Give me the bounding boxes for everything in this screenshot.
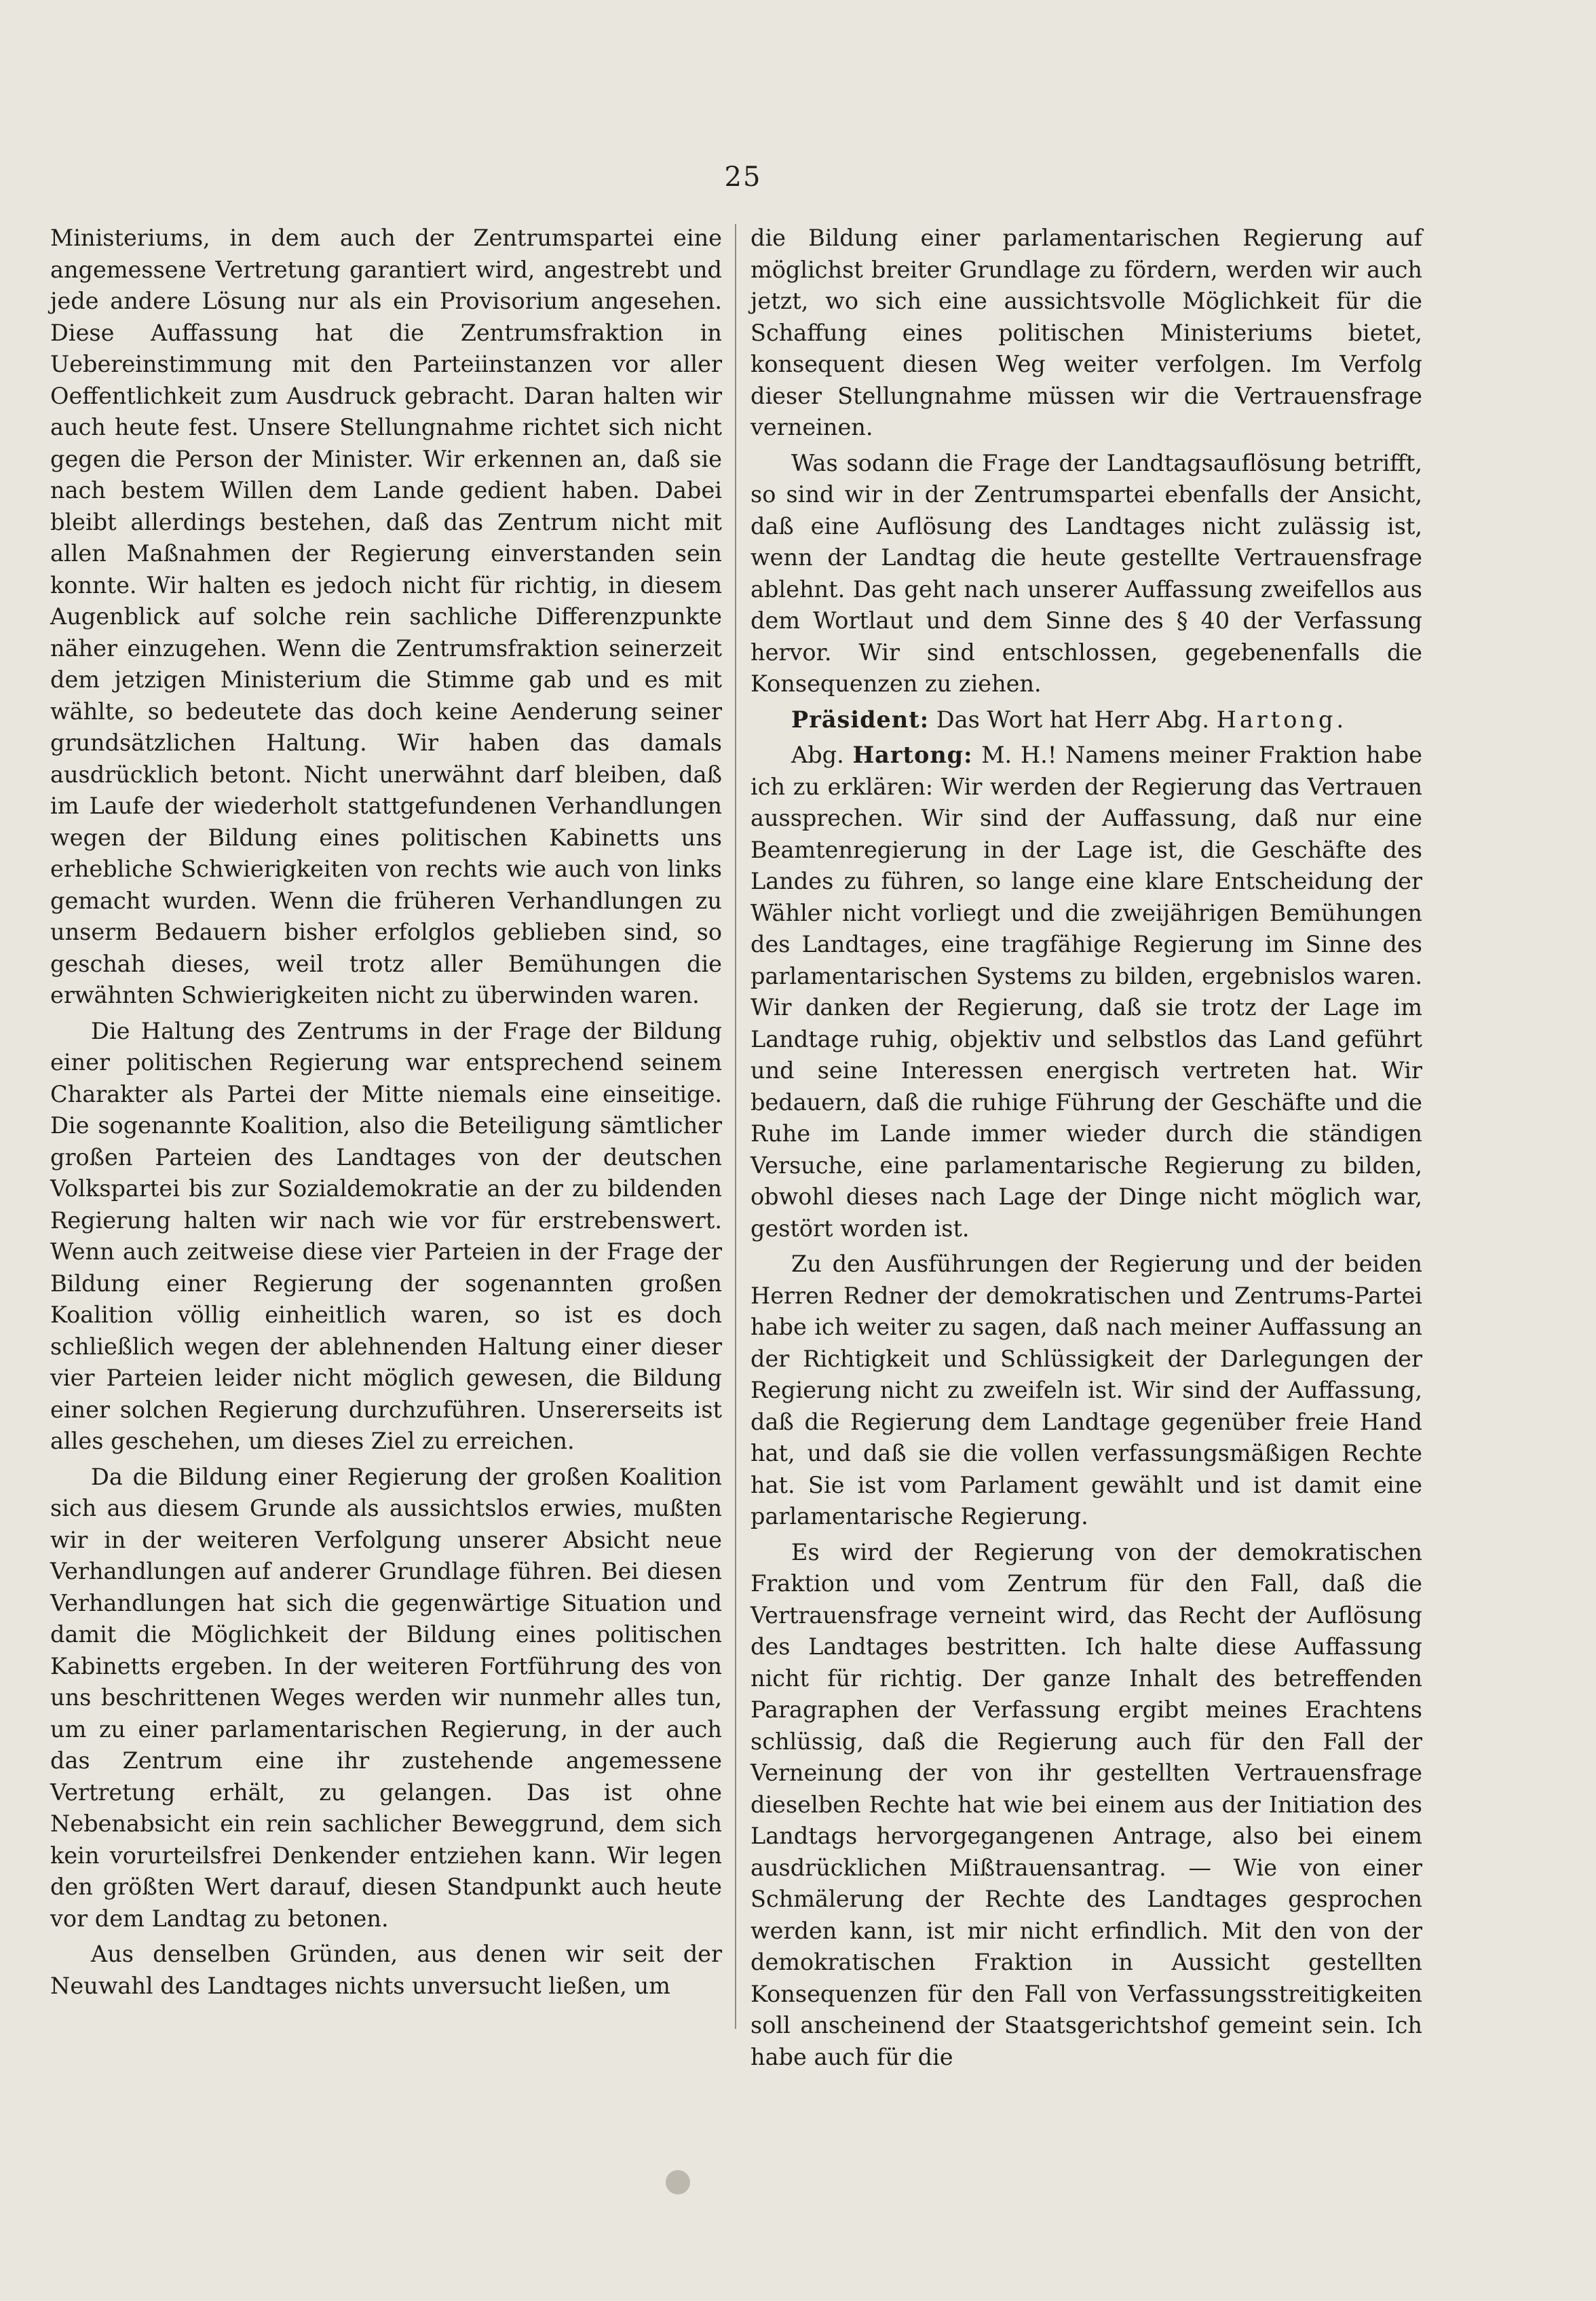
paragraph: Da die Bildung einer Regierung der großen Koalition sich aus diesem Grunde als aussichtslos erwies, mußten wir in der weiteren Verfolgung unserer Absicht neue Verhandlungen auf anderer Grundlage führen. Bei diesen Verhandlungen hat sich die gegenwärtige Situation und damit die Möglichkeit der Bildung eines politischen Kabinetts ergeben. In der weiteren Fortführung des von uns beschrittenen Weges werden wir nunmehr alles tun, um zu einer parlamentarischen Regierung, in der auch das Zentrum eine ihr zustehende angemessene Vertretung erhält, zu gelangen. Das ist ohne Nebenabsicht ein rein sachlicher Beweggrund, dem sich kein vorurteilsfrei Denkender entziehen kann. Wir legen den größten Wert darauf, diesen Standpunkt auch heute vor dem Landtag zu betonen.	[50, 1463, 722, 1932]
speaker-label: Präsident:	[791, 706, 930, 733]
speaker-label: Hartong:	[852, 742, 973, 768]
paragraph: Die Haltung des Zentrums in der Frage der Bildung einer politischen Regierung war entsprechend seinem Charakter als Partei der Mitte niemals eine einseitige. Die sogenannte Koalition, also die Beteiligung sämtlicher großen Parteien des Landtages von der deutschen Volkspartei bis zur Sozialdemokratie an der zu bildenden Regierung halten wir nach wie vor für erstrebenswert. Wenn auch zeitweise diese vier Parteien in der Frage der Bildung einer Regierung der sogenannten großen Koalition völlig einheitlich waren, so ist es doch schließlich wegen der ablehnenden Haltung einer dieser vier Parteien leider nicht möglich gewesen, die Bildung einer solchen Regierung durchzuführen. Unsererseits ist alles geschehen, um dieses Ziel zu erreichen.	[50, 1017, 722, 1454]
printer-ornament-icon	[666, 2170, 690, 2194]
right-column	[750, 223, 1422, 2070]
paragraph: Was sodann die Frage der Landtagsauflösung betrifft, so sind wir in der Zentrumspartei ebenfalls der Ansicht, daß eine Auflösung des Landtages nicht zulässig ist, wenn der Landtag die heute gestellte Vertrauensfrage ablehnt. Das geht nach unserer Auffassung zweifellos aus dem Wortlaut und dem Sinne des § 40 der Verfassung hervor. Wir sind entschlossen, gegebenenfalls die Konsequenzen zu ziehen.	[750, 449, 1422, 697]
remark-text: Das Wort hat Herr Abg.	[936, 706, 1209, 733]
president-remark	[750, 704, 1422, 736]
speaker-name: Hartong.	[1216, 706, 1348, 733]
paragraph: die Bildung einer parlamentarischen Regierung auf möglichst breiter Grundlage zu fördern, werden wir auch jetzt, wo sich eine aussichtsvolle Möglichkeit für die Schaffung eines politischen Ministeriums bietet, konsequent diesen Weg weiter verfolgen. Im Verfolg dieser Stellungnahme müssen wir die Vertrauensfrage verneinen.	[750, 225, 1422, 440]
speech-hartong	[750, 740, 1422, 1244]
column-divider	[735, 224, 736, 2029]
speech-text: M. H.! Namens meiner Fraktion habe ich zu erklären: Wir werden der Regierung das Vertrauen aussprechen. Wir sind der Auffassung, daß nur eine Beamtenregierung in der Lage ist, die Geschäfte des Landes zu führen, so lange eine klare Entscheidung der Wähler nicht vorliegt und die zweijährigen Bemühungen des Landtages, eine tragfähige Regierung im Sinne des parlamentarischen Systems zu bilden, ergebnislos waren. Wir danken der Regierung, daß sie trotz der Lage im Landtage ruhig, objektiv und selbstlos das Land geführt und seine Interessen energisch vertreten hat. Wir bedauern, daß die ruhige Führung der Geschäfte und die Ruhe im Lande immer wieder durch die ständigen Versuche, eine parlamentarische Regierung zu bilden, obwohl dieses nach Lage der Dinge nicht möglich war, gestört worden ist.	[750, 742, 1422, 1242]
paragraph: Zu den Ausführungen der Regierung und der beiden Herren Redner der demokratischen und Zentrums-Partei habe ich weiter zu sagen, daß nach meiner Auffassung an der Richtigkeit und Schlüssigkeit der Darlegungen der Regierung nicht zu zweifeln ist. Wir sind der Auffassung, daß die Regierung dem Landtage gegenüber freie Hand hat, und daß sie die vollen verfassungsmäßigen Rechte hat. Sie ist vom Parlament gewählt und ist damit eine parlamentarische Regierung.	[750, 1251, 1422, 1529]
page-number: 25	[724, 161, 762, 193]
paragraph: Ministeriums, in dem auch der Zentrumspartei eine angemessene Vertretung garantiert wird, angestrebt und jede andere Lösung nur als ein Provisorium angesehen. Diese Auffassung hat die Zentrumsfraktion in Uebereinstimmung mit den Parteiinstanzen vor aller Oeffentlichkeit zum Ausdruck gebracht. Daran halten wir auch heute fest. Unsere Stellungnahme richtet sich nicht gegen die Person der Minister. Wir erkennen an, daß sie nach bestem Willen dem Lande gedient haben. Dabei bleibt allerdings bestehen, daß das Zentrum nicht mit allen Maßnahmen der Regierung einverstanden sein konnte. Wir halten es jedoch nicht für richtig, in diesem Augenblick auf solche rein sachliche Differenzpunkte näher einzugehen. Wenn die Zentrumsfraktion seinerzeit dem jetzigen Ministerium die Stimme gab und es mit wählte, so bedeutete das doch keine Aenderung seiner grundsätzlichen Haltung. Wir haben das damals ausdrücklich betont. Nicht unerwähnt darf bleiben, daß im Laufe der wiederholt stattgefundenen Verhandlungen wegen der Bildung eines politischen Kabinetts uns erhebliche Schwierigkeiten von rechts wie auch von links gemacht wurden. Wenn die früheren Verhandlungen zu unserm Bedauern bisher erfolglos geblieben sind, so geschah dieses, weil trotz aller Bemühungen die erwähnten Schwierigkeiten nicht zu überwinden waren.	[50, 225, 722, 1008]
speaker-prefix: Abg.	[791, 742, 844, 768]
paragraph: Es wird der Regierung von der demokratischen Fraktion und vom Zentrum für den Fall, daß die Vertrauensfrage verneint wird, das Recht der Auflösung des Landtages bestritten. Ich halte diese Auffassung nicht für richtig. Der ganze Inhalt des betreffenden Paragraphen der Verfassung ergibt meines Erachtens schlüssig, daß die Regierung auch für den Fall der Verneinung der von ihr gestellten Vertrauensfrage dieselben Rechte hat wie bei einem aus der Initiation des Landtags hervorgegangenen Antrage, also bei einem ausdrücklichen Mißtrauensantrag. — Wie von einer Schmälerung der Rechte des Landtages gesprochen werden kann, ist mir nicht erfindlich. Mit den von der demokratischen Fraktion in Aussicht gestellten Konsequenzen für den Fall von Verfassungsstreitigkeiten soll anscheinend der Staatsgerichtshof gemeint sein. Ich habe auch für die	[750, 1538, 1422, 2070]
left-column	[50, 223, 722, 2028]
paragraph: Aus denselben Gründen, aus denen wir seit der Neuwahl des Landtages nichts unversucht ließen, um	[50, 1941, 722, 1999]
